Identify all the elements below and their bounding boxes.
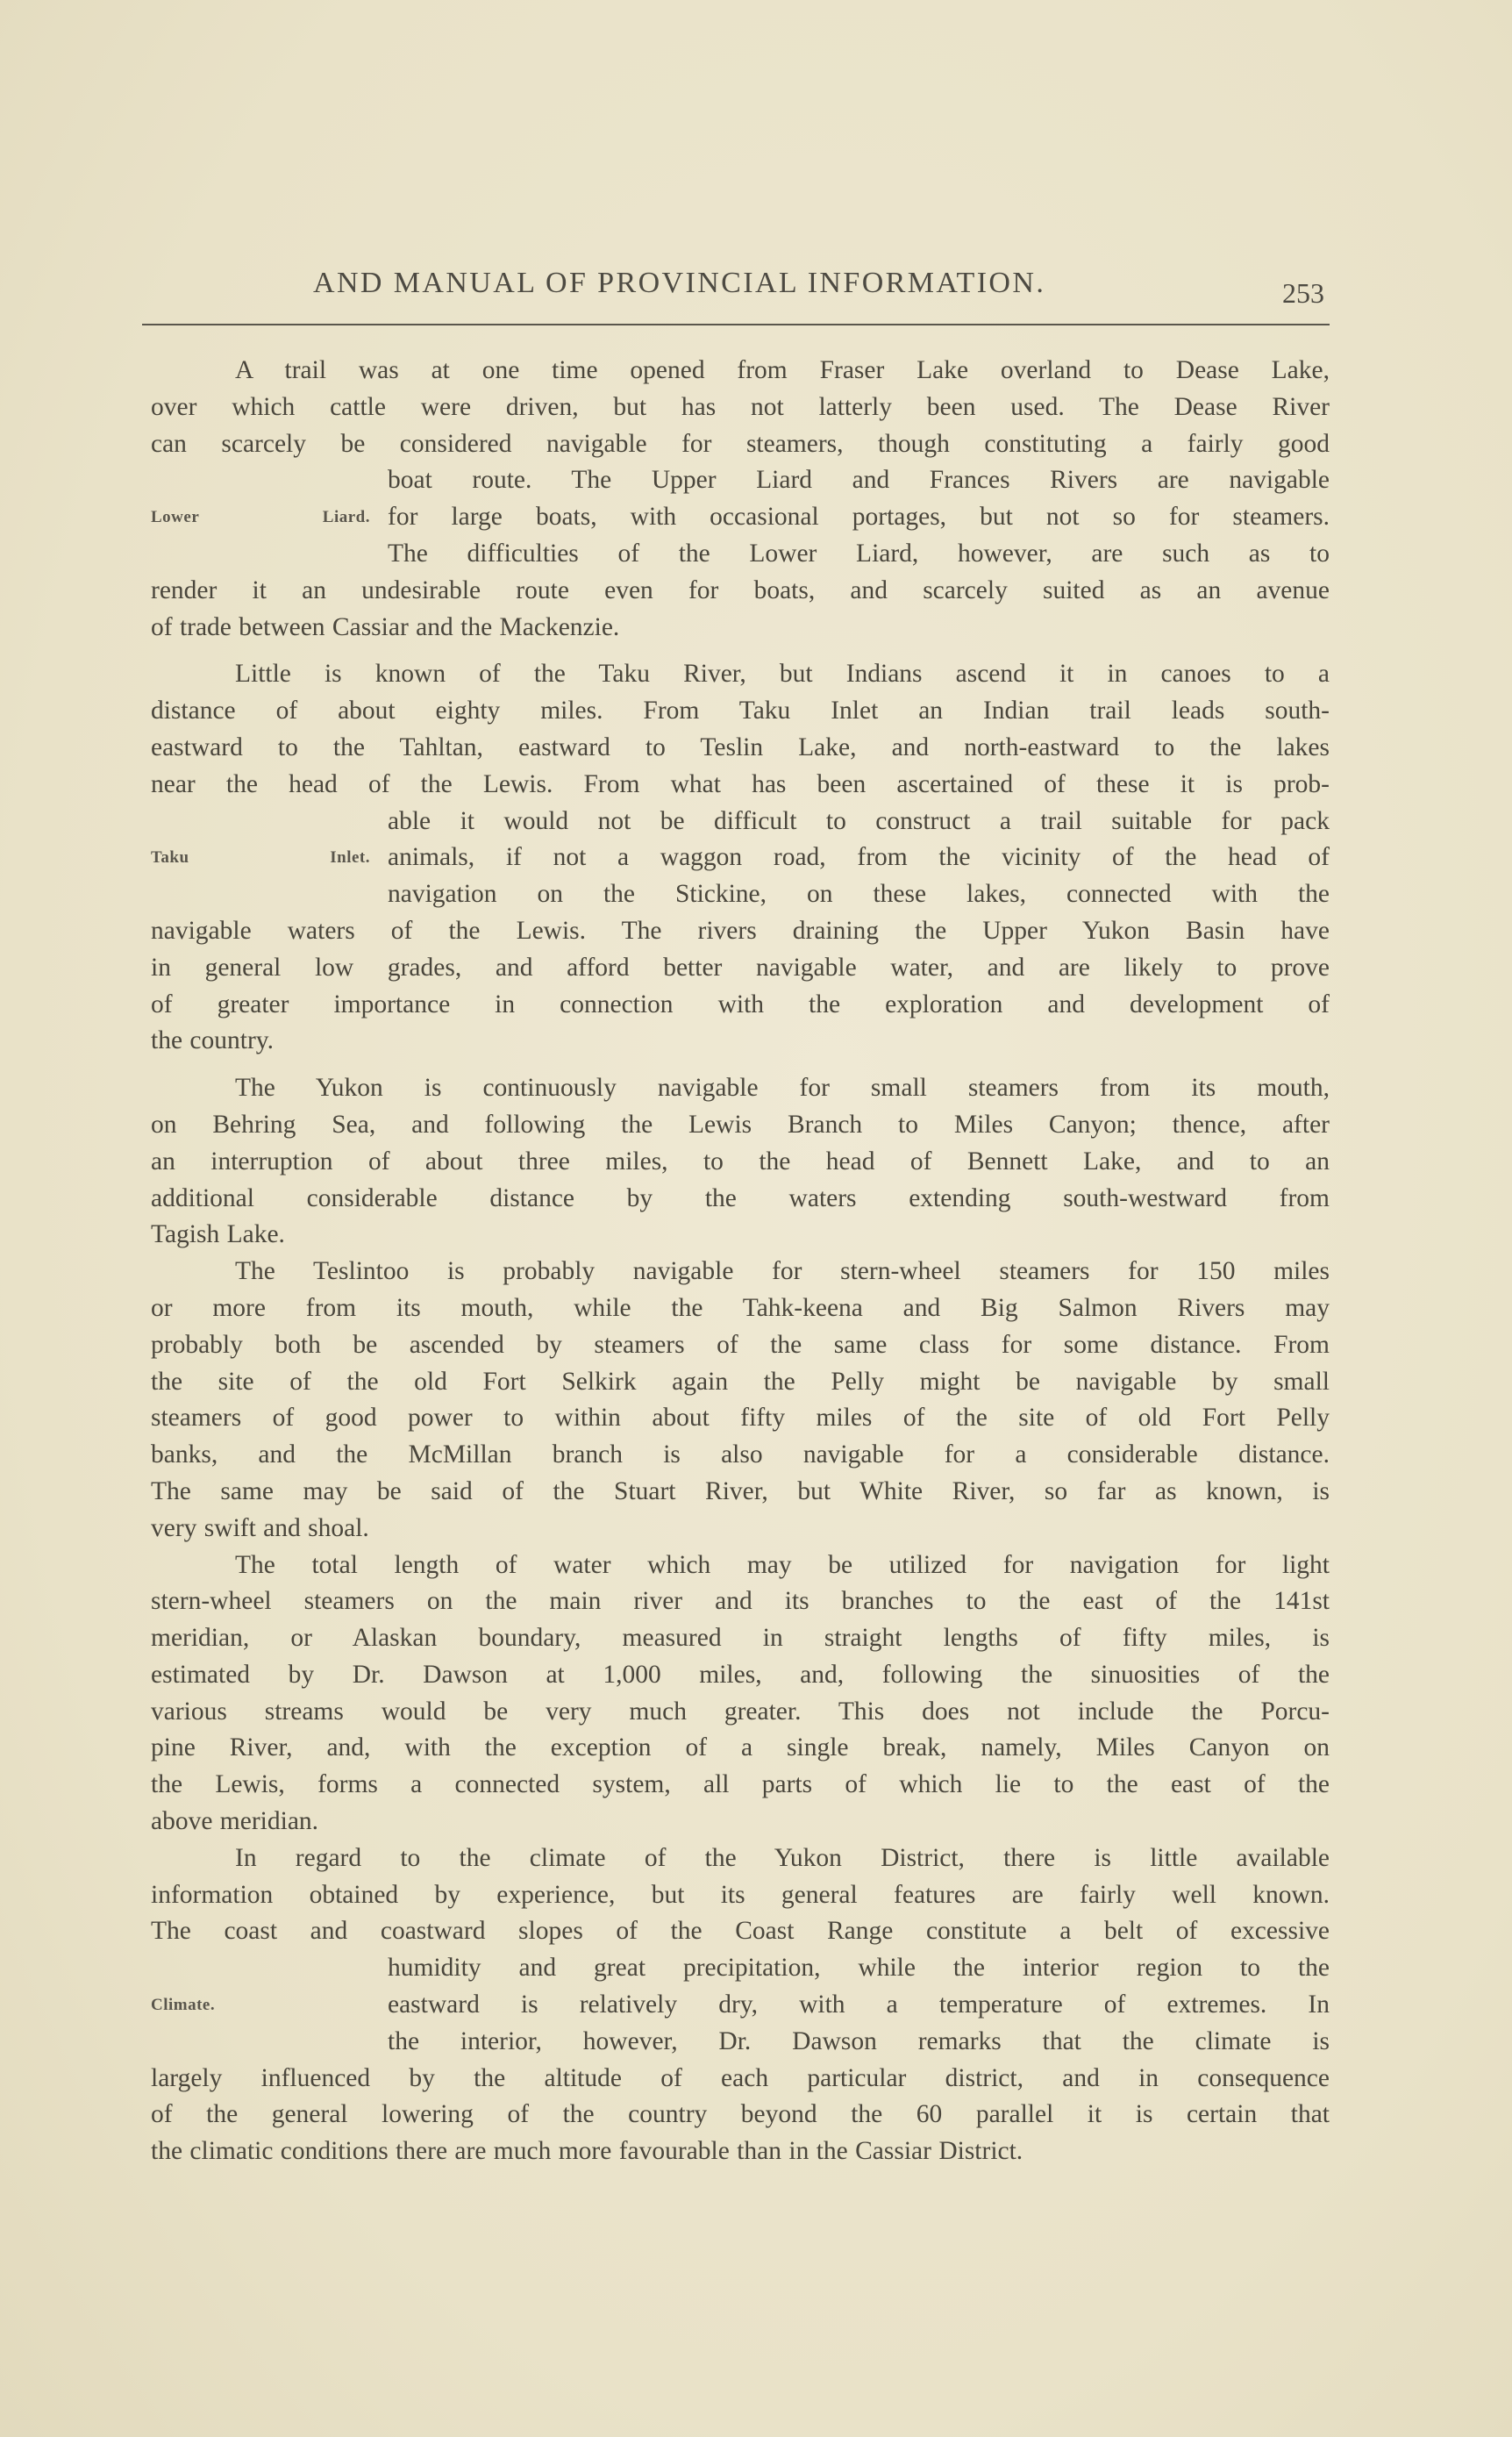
text-line: various streams would be very much greater. This does not include the Porcu- [151,1697,1330,1726]
text-line: stern-wheel steamers on the main river and its branches to the east of the 141st [151,1587,1330,1616]
text-line: The total length of water which may be utilized for navigation for light [235,1550,1330,1579]
sidenote-climate: Climate. [151,1996,216,2015]
text-line: of trade between Cassiar and the Mackenzie. [151,612,620,641]
text-line: In regard to the climate of the Yukon District, there is little available [235,1843,1330,1872]
text-line: humidity and great precipitation, while the interior region to the [388,1954,1330,1983]
paragraph-1 [151,353,1330,646]
text-line: an interruption of about three miles, to the head of Bennett Lake, and to an [151,1147,1330,1176]
text-line-with-sidenote [151,840,1330,876]
text-line: navigable waters of the Lewis. The rivers draining the Upper Yukon Basin have [151,916,1330,945]
sidenote-taku-inlet: Taku Inlet. [151,848,370,868]
page-body [151,353,1330,2170]
text-line: in general low grades, and afford better navigable water, and are likely to prove [151,953,1330,982]
text-line: steamers of good power to within about fifty miles of the site of old Fort Pelly [151,1404,1330,1433]
text-line: pine River, and, with the exception of a single break, namely, Miles Canyon on [151,1733,1330,1762]
text-line: near the head of the Lewis. From what has been ascertained of these it is prob- [151,769,1330,798]
text-line: eastward to the Tahltan, eastward to Teslin Lake, and north-eastward to the lakes [151,733,1330,761]
text-line: animals, if not a waggon road, from the vicinity of the head of [388,843,1330,872]
page-header [142,267,1330,319]
text-line-with-sidenote [151,1987,1330,2024]
header-rule [142,324,1330,325]
text-line: of the general lowering of the country beyond the 60 parallel it is certain that [151,2100,1330,2129]
text-line: estimated by Dr. Dawson at 1,000 miles, and, following the sinuosities of the [151,1660,1330,1689]
text-line: meridian, or Alaskan boundary, measured in straight lengths of fifty miles, is [151,1624,1330,1653]
text-line: additional considerable distance by the waters extending south-westward from [151,1183,1330,1212]
sidenote-lower-liard: Lower Liard. [151,508,370,527]
text-line: Tagish Lake. [151,1220,285,1249]
text-line: The same may be said of the Stuart River, but White River, so far as known, is [151,1476,1330,1505]
running-head: AND MANUAL OF PROVINCIAL INFORMATION. [313,267,1046,299]
paragraph-5 [151,1547,1330,1840]
text-line: the interior, however, Dr. Dawson remarks that the climate is [388,2026,1330,2055]
paragraph-6 [151,1840,1330,2170]
text-line: A trail was at one time opened from Fraser Lake overland to Dease Lake, [235,356,1330,384]
text-line: for large boats, with occasional portages, but not so for steamers. [388,503,1330,532]
text-line: probably both be ascended by steamers of the same class for some distance. From [151,1330,1330,1359]
text-line: distance of about eighty miles. From Taku Inlet an Indian trail leads south- [151,697,1330,725]
text-line: The difficulties of the Lower Liard, however, are such as to [388,539,1330,568]
text-line: the climatic conditions there are much more favourable than in the Cassiar District. [151,2137,1023,2166]
text-line: the country. [151,1026,274,1055]
text-line: largely influenced by the altitude of each particular district, and in consequence [151,2063,1330,2092]
text-line: on Behring Sea, and following the Lewis Branch to Miles Canyon; thence, after [151,1110,1330,1139]
text-line: or more from its mouth, while the Tahk-keena and Big Salmon Rivers may [151,1293,1330,1322]
text-line: the Lewis, forms a connected system, all parts of which lie to the east of the [151,1770,1330,1799]
text-line: The coast and coastward slopes of the Coast Range constitute a belt of excessive [151,1917,1330,1946]
text-line: Little is known of the Taku River, but Indians ascend it in canoes to a [235,660,1330,689]
text-line: navigation on the Stickine, on these lakes, connected with the [388,880,1330,909]
text-line: information obtained by experience, but its general features are fairly well known. [151,1880,1330,1909]
text-line: eastward is relatively dry, with a temperature of extremes. In [388,1990,1330,2019]
text-line-with-sidenote [151,499,1330,536]
text-line: of greater importance in connection with the exploration and development of [151,990,1330,1018]
text-line: The Teslintoo is probably navigable for stern-wheel steamers for 150 miles [235,1257,1330,1286]
text-line: render it an undesirable route even for boats, and scarcely suited as an avenue [151,575,1330,604]
text-line: The Yukon is continuously navigable for small steamers from its mouth, [235,1074,1330,1103]
paragraph-2 [151,656,1330,1060]
text-line: very swift and shoal. [151,1513,369,1542]
text-line: the site of the old Fort Selkirk again the Pelly might be navigable by small [151,1367,1330,1396]
paragraph-3 [151,1070,1330,1254]
text-line: can scarcely be considered navigable for steamers, though constituting a fairly good [151,429,1330,458]
text-line: boat route. The Upper Liard and Frances Rivers are navigable [388,466,1330,495]
paragraph-4 [151,1254,1330,1547]
text-line: banks, and the McMillan branch is also navigable for a considerable distance. [151,1440,1330,1469]
page-number: 253 [1282,277,1324,309]
text-line: over which cattle were driven, but has not latterly been used. The Dease River [151,392,1330,421]
text-line: able it would not be difficult to construct a trail suitable for pack [388,806,1330,835]
text-line: above meridian. [151,1807,319,1836]
